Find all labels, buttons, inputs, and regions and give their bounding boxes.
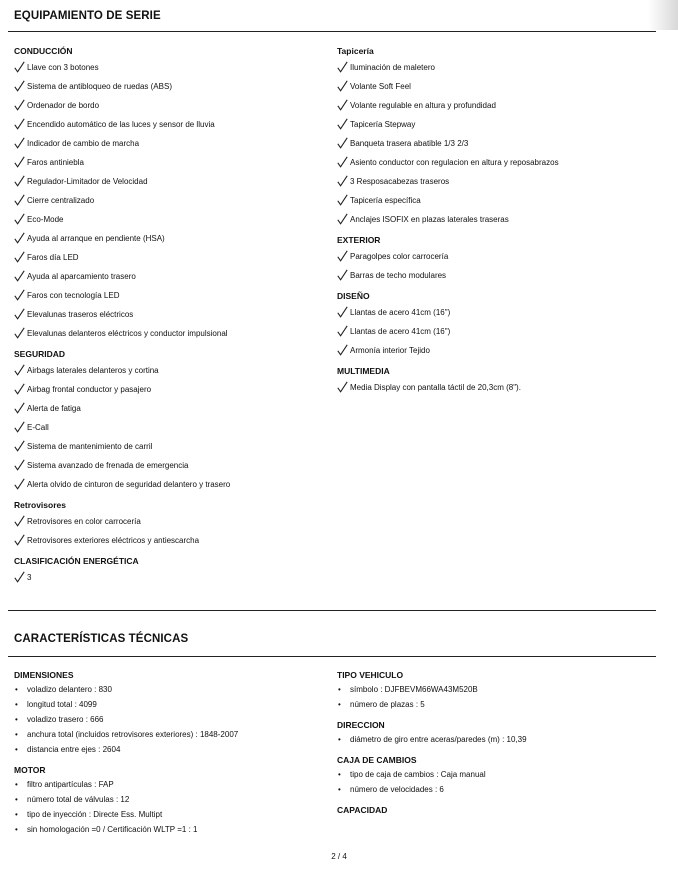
feature-item bbox=[337, 266, 657, 285]
checkmark-icon bbox=[337, 99, 348, 111]
checkmark-icon bbox=[337, 194, 348, 206]
equipment-bottom-rule bbox=[8, 610, 656, 611]
top-right-shade bbox=[648, 0, 678, 30]
feature-label: Alerta olvido de cinturon de seguridad delantero y trasero bbox=[27, 480, 231, 489]
bullet-icon: • bbox=[338, 685, 341, 694]
checkmark-icon bbox=[337, 306, 348, 318]
feature-item bbox=[337, 115, 657, 134]
checkmark-icon bbox=[14, 118, 25, 130]
feature-item bbox=[14, 134, 334, 153]
feature-label: Tapicería Stepway bbox=[350, 120, 416, 129]
spec-item bbox=[337, 732, 657, 747]
bullet-icon: • bbox=[15, 745, 18, 754]
checkmark-icon bbox=[14, 61, 25, 73]
spec-label: sin homologación =0 / Certificación WLTP =1 : 1 bbox=[27, 825, 198, 834]
spec-label: longitud total : 4099 bbox=[27, 700, 97, 709]
feature-item bbox=[14, 324, 334, 343]
feature-item bbox=[14, 210, 334, 229]
feature-label: Volante regulable en altura y profundidad bbox=[350, 101, 496, 110]
bullet-icon: • bbox=[15, 700, 18, 709]
spec-label: símbolo : DJFBEVM66WA43M520B bbox=[350, 685, 478, 694]
spec-label: número de plazas : 5 bbox=[350, 700, 425, 709]
checkmark-icon bbox=[14, 440, 25, 452]
page-number: 2 / 4 bbox=[331, 852, 347, 861]
feature-label: Elevalunas delanteros eléctricos y conductor impulsional bbox=[27, 329, 228, 338]
checkmark-icon bbox=[14, 571, 25, 583]
checkmark-icon bbox=[14, 515, 25, 527]
feature-item bbox=[14, 229, 334, 248]
feature-label: Ayuda al arranque en pendiente (HSA) bbox=[27, 234, 165, 243]
feature-label: Cierre centralizado bbox=[27, 196, 95, 205]
feature-item bbox=[337, 303, 657, 322]
equipment-section-title: EQUIPAMIENTO DE SERIE bbox=[14, 10, 161, 22]
feature-item bbox=[14, 437, 334, 456]
feature-label: Asiento conductor con regulacion en altura y reposabrazos bbox=[350, 158, 559, 167]
feature-label: Tapicería específica bbox=[350, 196, 421, 205]
spec-category-heading: DIMENSIONES bbox=[14, 670, 74, 680]
checkmark-icon bbox=[14, 99, 25, 111]
technical-left-column bbox=[14, 668, 334, 837]
feature-label: Airbags laterales delanteros y cortina bbox=[27, 366, 159, 375]
feature-label: Media Display con pantalla táctil de 20,3cm (8"). bbox=[350, 383, 521, 392]
feature-label: Iluminación de maletero bbox=[350, 63, 435, 72]
bullet-icon: • bbox=[15, 730, 18, 739]
category-heading: Tapicería bbox=[337, 46, 374, 56]
equipment-top-rule bbox=[8, 31, 656, 32]
spec-label: anchura total (incluidos retrovisores exteriores) : 1848-2007 bbox=[27, 730, 239, 739]
feature-label: Ayuda al aparcamiento trasero bbox=[27, 272, 136, 281]
checkmark-icon bbox=[14, 194, 25, 206]
category-heading: CLASIFICACIÓN ENERGÉTICA bbox=[14, 556, 139, 566]
feature-label: E-Call bbox=[27, 423, 49, 432]
technical-top-rule bbox=[8, 656, 656, 657]
category-heading: CONDUCCIÓN bbox=[14, 46, 73, 56]
feature-item bbox=[337, 341, 657, 360]
feature-label: Elevalunas traseros eléctricos bbox=[27, 310, 134, 319]
checkmark-icon bbox=[14, 459, 25, 471]
feature-item bbox=[14, 361, 334, 380]
bullet-icon: • bbox=[338, 735, 341, 744]
equipment-right-column bbox=[337, 44, 657, 397]
feature-label: Eco-Mode bbox=[27, 215, 64, 224]
checkmark-icon bbox=[14, 308, 25, 320]
feature-label: Retrovisores en color carrocería bbox=[27, 517, 141, 526]
feature-item bbox=[337, 322, 657, 341]
feature-item bbox=[14, 115, 334, 134]
spec-category-heading: CAPACIDAD bbox=[337, 805, 388, 815]
spec-item bbox=[337, 782, 657, 797]
feature-item bbox=[14, 96, 334, 115]
feature-label: Ordenador de bordo bbox=[27, 101, 100, 110]
checkmark-icon bbox=[337, 325, 348, 337]
feature-label: Banqueta trasera abatible 1/3 2/3 bbox=[350, 139, 469, 148]
checkmark-icon bbox=[337, 344, 348, 356]
feature-label: Faros con tecnología LED bbox=[27, 291, 120, 300]
feature-item bbox=[14, 172, 334, 191]
feature-label: Llantas de acero 41cm (16") bbox=[350, 308, 451, 317]
checkmark-icon bbox=[14, 534, 25, 546]
spec-label: tipo de inyección : Directe Ess. Multipt bbox=[27, 810, 163, 819]
spec-label: filtro antipartículas : FAP bbox=[27, 780, 114, 789]
feature-item bbox=[337, 96, 657, 115]
spec-label: diámetro de giro entre aceras/paredes (m) : 10,39 bbox=[350, 735, 527, 744]
feature-label: Sistema avanzado de frenada de emergencia bbox=[27, 461, 189, 470]
feature-item bbox=[14, 248, 334, 267]
feature-item bbox=[337, 134, 657, 153]
spec-label: voladizo delantero : 830 bbox=[27, 685, 112, 694]
feature-item bbox=[14, 380, 334, 399]
spec-item bbox=[14, 742, 334, 757]
checkmark-icon bbox=[14, 478, 25, 490]
category-heading: MULTIMEDIA bbox=[337, 366, 390, 376]
feature-label: Llantas de acero 41cm (16") bbox=[350, 327, 451, 336]
feature-label: Airbag frontal conductor y pasajero bbox=[27, 385, 152, 394]
spec-label: distancia entre ejes : 2604 bbox=[27, 745, 121, 754]
checkmark-icon bbox=[14, 156, 25, 168]
bullet-icon: • bbox=[15, 810, 18, 819]
bullet-icon: • bbox=[15, 795, 18, 804]
checkmark-icon bbox=[337, 250, 348, 262]
feature-label: Retrovisores exteriores eléctricos y antiescarcha bbox=[27, 536, 200, 545]
feature-label: Regulador-Limitador de Velocidad bbox=[27, 177, 148, 186]
feature-label: Alerta de fatiga bbox=[27, 404, 81, 413]
checkmark-icon bbox=[14, 364, 25, 376]
feature-item bbox=[337, 172, 657, 191]
bullet-icon: • bbox=[15, 825, 18, 834]
technical-right-column bbox=[337, 668, 657, 817]
spec-item bbox=[14, 777, 334, 792]
checkmark-icon bbox=[14, 213, 25, 225]
spec-label: número de velocidades : 6 bbox=[350, 785, 444, 794]
feature-label: Indicador de cambio de marcha bbox=[27, 139, 140, 148]
feature-item bbox=[14, 399, 334, 418]
checkmark-icon bbox=[14, 80, 25, 92]
checkmark-icon bbox=[337, 61, 348, 73]
checkmark-icon bbox=[337, 213, 348, 225]
feature-item bbox=[14, 456, 334, 475]
checkmark-icon bbox=[14, 270, 25, 282]
feature-item bbox=[14, 77, 334, 96]
checkmark-icon bbox=[337, 381, 348, 393]
spec-item bbox=[14, 697, 334, 712]
spec-item bbox=[337, 697, 657, 712]
spec-category-heading: CAJA DE CAMBIOS bbox=[337, 755, 417, 765]
checkmark-icon bbox=[14, 327, 25, 339]
bullet-icon: • bbox=[15, 715, 18, 724]
spec-item bbox=[14, 712, 334, 727]
spec-item bbox=[14, 822, 334, 837]
feature-item bbox=[14, 58, 334, 77]
checkmark-icon bbox=[14, 251, 25, 263]
feature-label: Sistema de mantenimiento de carril bbox=[27, 442, 153, 451]
category-heading: Retrovisores bbox=[14, 500, 66, 510]
checkmark-icon bbox=[14, 421, 25, 433]
checkmark-icon bbox=[14, 137, 25, 149]
feature-label: Faros antiniebla bbox=[27, 158, 84, 167]
feature-item bbox=[14, 568, 334, 587]
feature-item bbox=[14, 153, 334, 172]
feature-item bbox=[337, 378, 657, 397]
spec-label: tipo de caja de cambios : Caja manual bbox=[350, 770, 486, 779]
feature-label: Volante Soft Feel bbox=[350, 82, 411, 91]
feature-item bbox=[337, 191, 657, 210]
checkmark-icon bbox=[337, 80, 348, 92]
checkmark-icon bbox=[14, 289, 25, 301]
checkmark-icon bbox=[337, 156, 348, 168]
feature-item bbox=[14, 305, 334, 324]
feature-label: Faros día LED bbox=[27, 253, 79, 262]
spec-item bbox=[337, 682, 657, 697]
feature-item bbox=[14, 286, 334, 305]
bullet-icon: • bbox=[338, 770, 341, 779]
checkmark-icon bbox=[14, 232, 25, 244]
spec-category-heading: MOTOR bbox=[14, 765, 46, 775]
feature-item bbox=[14, 512, 334, 531]
feature-item bbox=[14, 267, 334, 286]
checkmark-icon bbox=[337, 137, 348, 149]
feature-label: Barras de techo modulares bbox=[350, 271, 447, 280]
bullet-icon: • bbox=[338, 700, 341, 709]
checkmark-icon bbox=[337, 175, 348, 187]
feature-label: Encendido automático de las luces y sensor de lluvia bbox=[27, 120, 215, 129]
feature-label: Armonía interior Tejido bbox=[350, 346, 430, 355]
spec-label: número total de válvulas : 12 bbox=[27, 795, 130, 804]
feature-item bbox=[14, 418, 334, 437]
technical-section-title: CARACTERÍSTICAS TÉCNICAS bbox=[14, 633, 189, 645]
feature-label: 3 Resposacabezas traseros bbox=[350, 177, 450, 186]
spec-item bbox=[337, 767, 657, 782]
feature-item bbox=[14, 475, 334, 494]
bullet-icon: • bbox=[338, 785, 341, 794]
checkmark-icon bbox=[337, 269, 348, 281]
spec-item bbox=[14, 792, 334, 807]
bullet-icon: • bbox=[15, 685, 18, 694]
spec-item bbox=[14, 807, 334, 822]
spec-category-heading: TIPO VEHICULO bbox=[337, 670, 404, 680]
spec-item bbox=[14, 727, 334, 742]
feature-label: 3 bbox=[27, 573, 32, 582]
checkmark-icon bbox=[14, 175, 25, 187]
spec-label: voladizo trasero : 666 bbox=[27, 715, 104, 724]
feature-label: Llave con 3 botones bbox=[27, 63, 99, 72]
bullet-icon: • bbox=[15, 780, 18, 789]
feature-item bbox=[337, 153, 657, 172]
category-heading: EXTERIOR bbox=[337, 235, 381, 245]
spec-category-heading: DIRECCION bbox=[337, 720, 385, 730]
equipment-left-column bbox=[14, 44, 334, 587]
feature-item bbox=[14, 531, 334, 550]
checkmark-icon bbox=[14, 402, 25, 414]
feature-label: Paragolpes color carrocería bbox=[350, 252, 449, 261]
category-heading: SEGURIDAD bbox=[14, 349, 66, 359]
feature-item bbox=[337, 77, 657, 96]
feature-item bbox=[14, 191, 334, 210]
feature-item bbox=[337, 210, 657, 229]
feature-label: Sistema de antibloqueo de ruedas (ABS) bbox=[27, 82, 172, 91]
feature-item bbox=[337, 58, 657, 77]
checkmark-icon bbox=[337, 118, 348, 130]
checkmark-icon bbox=[14, 383, 25, 395]
spec-item bbox=[14, 682, 334, 697]
feature-item bbox=[337, 247, 657, 266]
category-heading: DISEÑO bbox=[337, 291, 370, 301]
feature-label: Anclajes ISOFIX en plazas laterales traseras bbox=[350, 215, 509, 224]
